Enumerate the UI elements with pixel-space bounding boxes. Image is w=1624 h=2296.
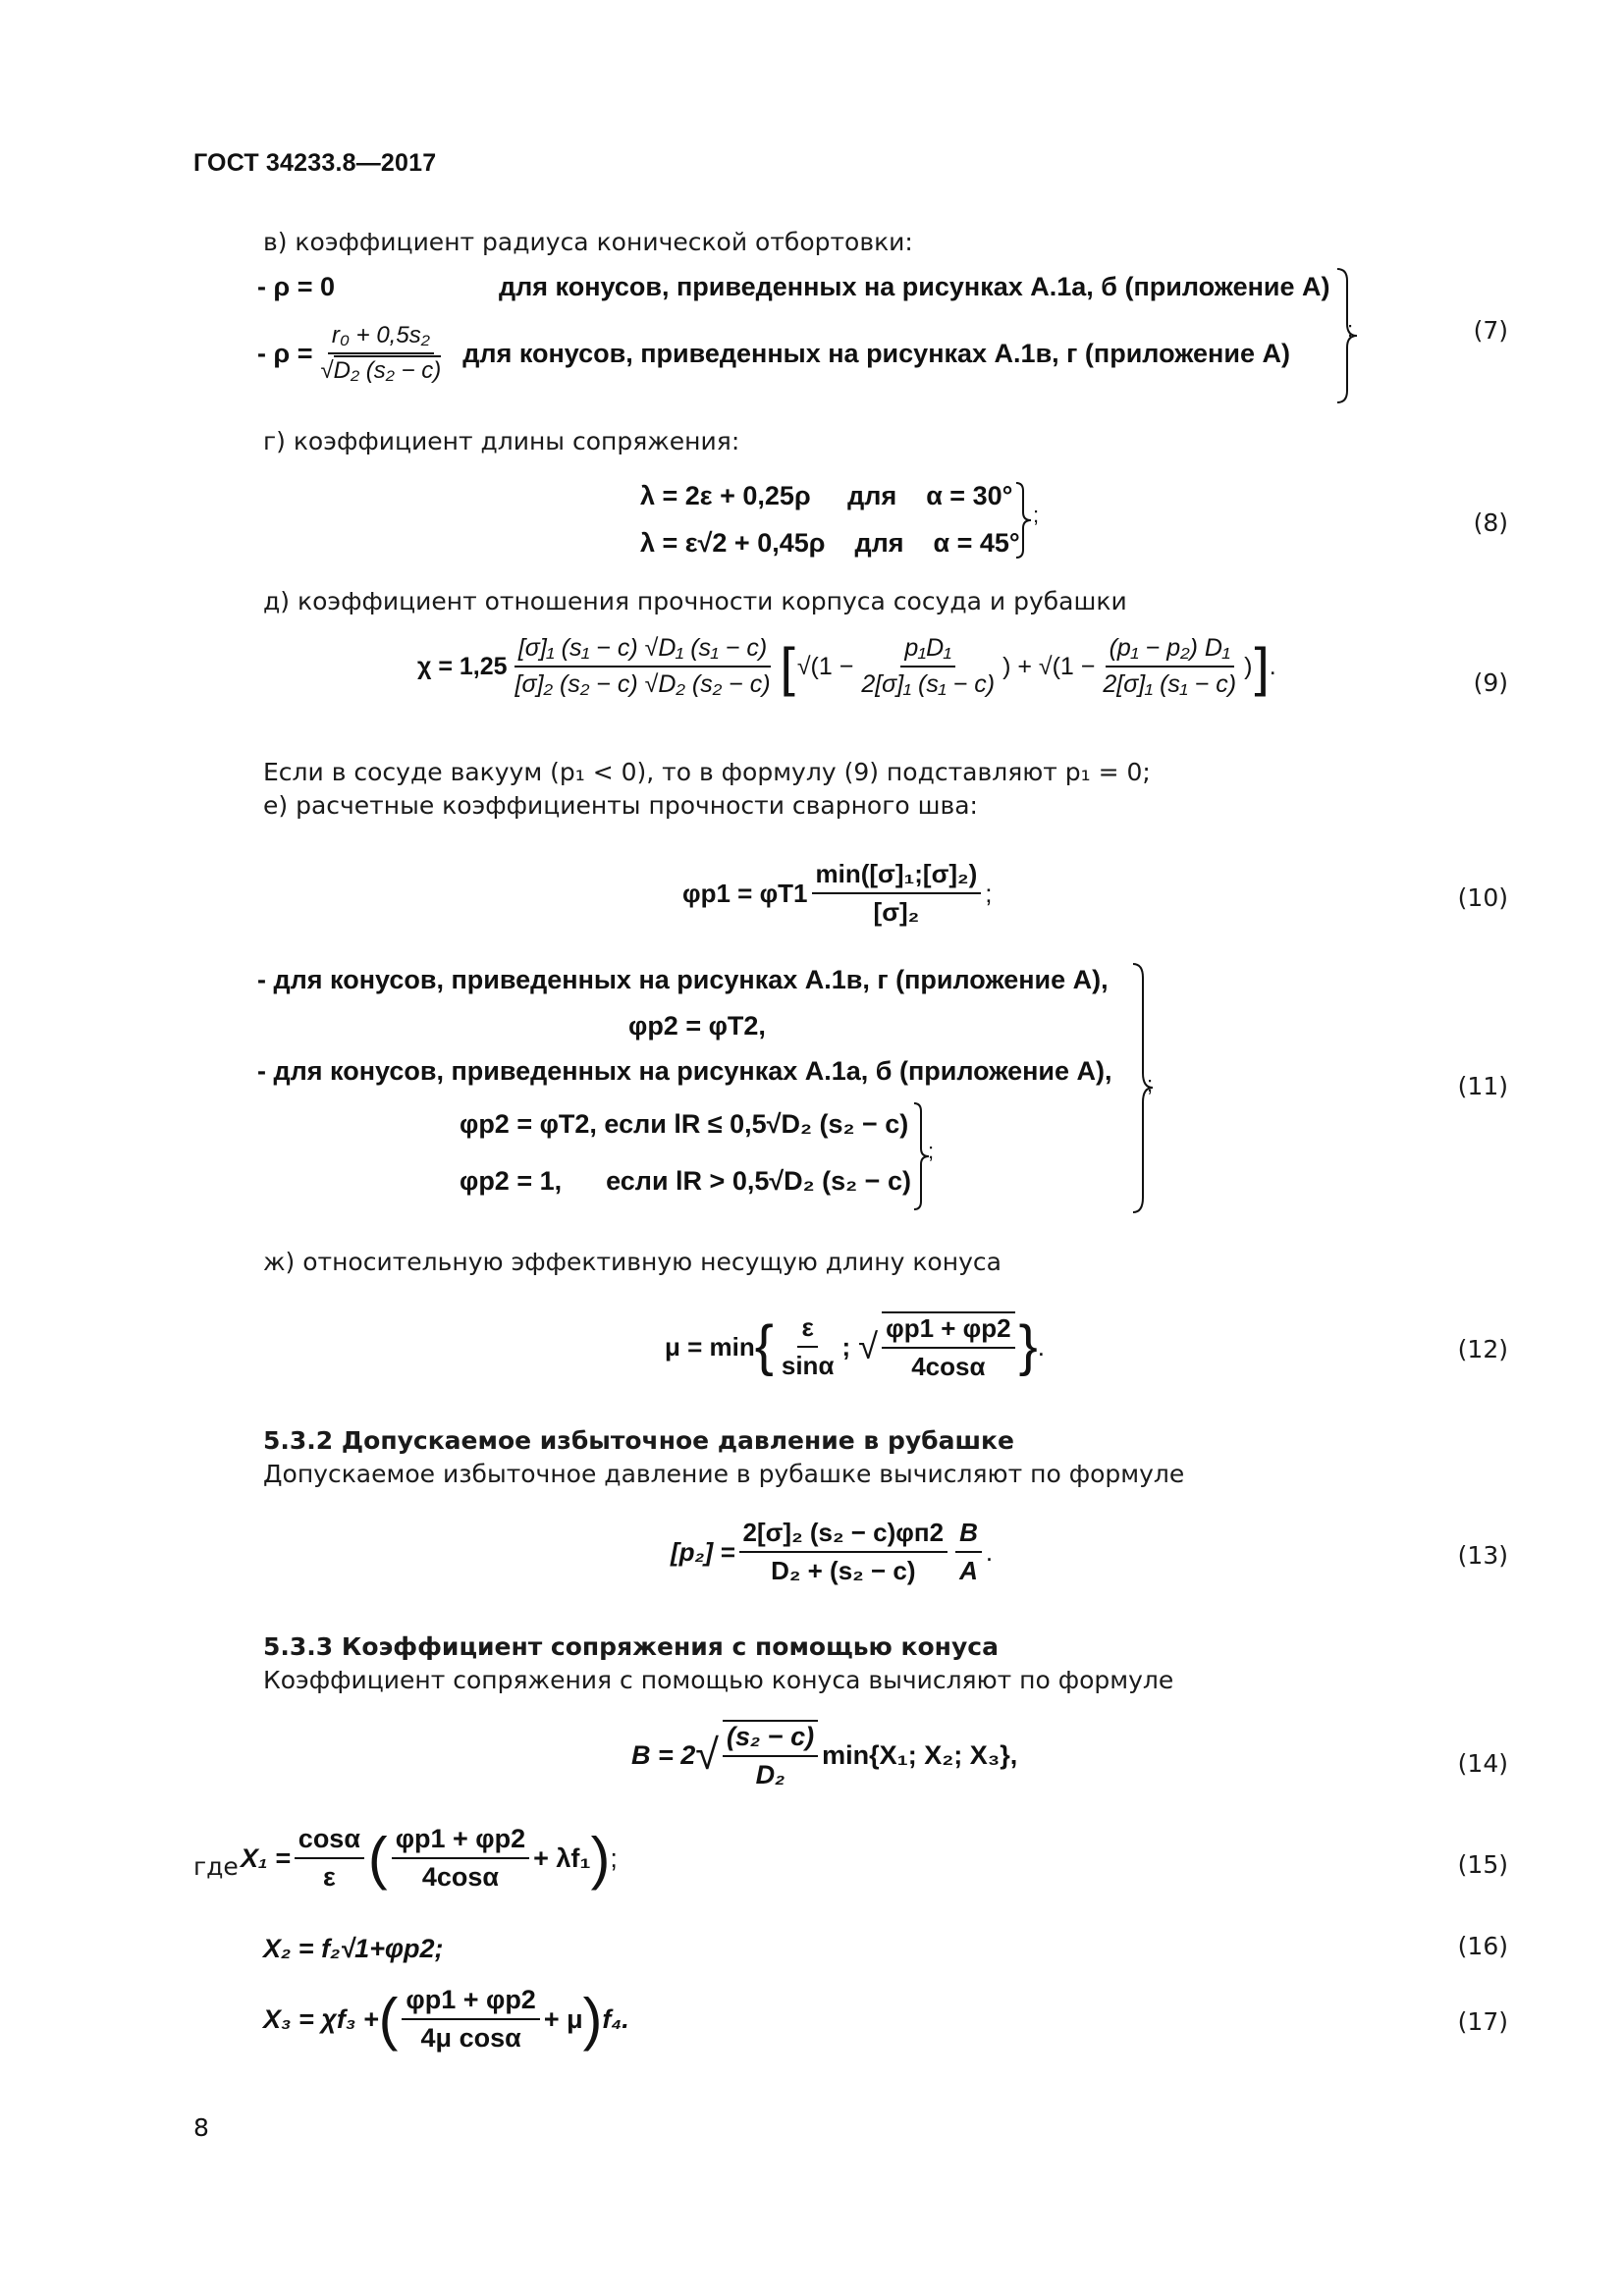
paragraph-vacuum: Если в сосуде вакуум (p₁ < 0), то в формулу (9) подставляют p₁ = 0;	[263, 758, 1151, 786]
eq10-semicolon: ;	[985, 878, 993, 908]
eq13-ratio-den: A	[959, 1556, 978, 1585]
eq15-number: (15)	[1457, 1850, 1508, 1879]
eq10-denominator: [σ]₂	[873, 897, 920, 927]
eq12-fraction2-den: 4cosα	[911, 1352, 986, 1381]
eq8-line1: λ = 2ε + 0,25ρ для α = 30°	[640, 481, 1013, 510]
eq13-numerator: 2[σ]₂ (s₂ − c)φп2	[739, 1518, 948, 1553]
eq9-period: .	[1269, 652, 1276, 680]
eq15-right-paren: )	[590, 1825, 611, 1892]
eq17-after: f₄.	[602, 2003, 629, 2034]
eq12-fraction2-num: φp1 + φp2	[882, 1313, 1015, 1349]
eq14-formula	[631, 1720, 1017, 1790]
eq12-fraction1-num: ε	[797, 1312, 817, 1348]
eq9-numerator: [σ]₁ (s₁ − c) √D₁ (s₁ − c)	[514, 634, 771, 667]
eq13-denominator: D₂ + (s₂ − c)	[771, 1556, 916, 1585]
eq12-sqrt-sign: √	[858, 1326, 879, 1366]
eq9-fraction1-num: p₁D₁	[900, 634, 955, 667]
eq7-numerator: r₀ + 0,5s₂	[328, 322, 434, 354]
eq14-numerator: (s₂ − c)	[723, 1722, 818, 1757]
eq15-fraction2-num: φp1 + φp2	[392, 1824, 529, 1859]
eq10-number: (10)	[1457, 883, 1508, 912]
eq11-line2: φp2 = φT2,	[628, 1011, 766, 1041]
eq9-plus: ) + √(1 −	[1002, 652, 1096, 680]
eq15-fraction2	[392, 1824, 529, 1893]
eq9-left-bracket: [	[780, 635, 795, 697]
eq11-line4: φp2 = φT2, если lR ≤ 0,5√D₂ (s₂ − c)	[460, 1109, 909, 1139]
eq9-denominator: [σ]₂ (s₂ − c) √D₂ (s₂ − c)	[514, 670, 771, 698]
eq13-period: .	[985, 1536, 994, 1567]
eq11-line3: - для конусов, приведенных на рисунках А.1а, б (приложение А),	[257, 1056, 1112, 1086]
paragraph-d: д) коэффициент отношения прочности корпуса сосуда и рубашки	[263, 587, 1127, 615]
eq15-fraction1	[295, 1824, 364, 1893]
eq7-line2	[257, 322, 1290, 385]
eq12-separator: ;	[841, 1331, 851, 1362]
eq12-formula	[665, 1311, 1045, 1382]
eq17-denominator: 4μ cosα	[420, 2023, 521, 2053]
eq9-lhs: χ = 1,25	[417, 652, 508, 680]
eq11-number: (11)	[1457, 1072, 1508, 1100]
eq12-lhs: μ = min	[665, 1331, 755, 1362]
eq12-right-brace: }	[1018, 1314, 1038, 1378]
word-gde: где	[193, 1852, 239, 1881]
eq13-lhs: [p₂] =	[671, 1536, 735, 1567]
eq9-fraction1	[857, 634, 999, 699]
eq7-line2-text: для конусов, приведенных на рисунках А.1в, г (приложение А)	[462, 338, 1290, 368]
eq9-fraction1-den: 2[σ]₁ (s₁ − c)	[861, 670, 996, 698]
eq7-line1-text: для конусов, приведенных на рисунках А.1а, б (приложение А)	[499, 272, 1330, 301]
paragraph-zh: ж) относительную эффективную несущую длину конуса	[263, 1248, 1001, 1276]
eq9-number: (9)	[1473, 668, 1508, 697]
eq7-line2-lhs: - ρ =	[257, 338, 313, 368]
eq10-lhs: φp1 = φT1	[682, 878, 808, 908]
eq9-fraction2-num: (p₁ − p₂) D₁	[1106, 634, 1234, 667]
eq10-fraction	[812, 859, 982, 928]
eq10-numerator: min([σ]₁;[σ]₂)	[812, 859, 982, 894]
eq11-outer-brace	[1129, 962, 1159, 1215]
eq11-line1: - для конусов, приведенных на рисунках А.1в, г (приложение А),	[257, 965, 1109, 994]
eq9-sqrt1: √(1 −	[796, 652, 854, 680]
paragraph-v: в) коэффициент радиуса конической отбортовки:	[263, 228, 913, 256]
eq16-formula: X₂ = f₂√1+φp2;	[263, 1934, 444, 1963]
eq11-inner-semicolon: ;	[928, 1139, 935, 1163]
eq14-rhs: min{X₁; X₂; X₃},	[822, 1739, 1018, 1770]
eq15-fraction1-den: ε	[322, 1862, 336, 1892]
eq11-line5: φp2 = 1, если lR > 0,5√D₂ (s₂ − c)	[460, 1166, 911, 1196]
eq12-fraction1	[778, 1312, 839, 1381]
eq15-semicolon: ;	[610, 1842, 618, 1873]
eq12-fraction1-den: sinα	[781, 1351, 835, 1380]
eq17-right-paren: )	[582, 1986, 603, 2053]
paragraph-e: е) расчетные коэффициенты прочности сварного шва:	[263, 791, 978, 820]
eq9-close-paren: )	[1244, 652, 1253, 680]
eq13-formula	[671, 1518, 993, 1586]
eq7-denominator: √D₂ (s₂ − c)	[320, 357, 442, 384]
page-header-title: ГОСТ 34233.8—2017	[193, 149, 437, 177]
eq11-outer-semicolon: ;	[1147, 1072, 1154, 1096]
eq14-number: (14)	[1457, 1749, 1508, 1778]
eq17-fraction	[402, 1985, 539, 2054]
paragraph-g: г) коэффициент длины сопряжения:	[263, 427, 740, 455]
eq9-formula	[417, 634, 1276, 699]
eq9-fraction2	[1099, 634, 1240, 699]
eq12-number: (12)	[1457, 1335, 1508, 1363]
section-5-3-2-title: 5.3.2 Допускаемое избыточное давление в рубашке	[263, 1426, 1014, 1455]
eq13-number: (13)	[1457, 1541, 1508, 1570]
eq7-number: (7)	[1473, 316, 1508, 345]
eq17-left-paren: (	[378, 1986, 399, 2053]
eq15-lhs: X₁ =	[241, 1842, 291, 1873]
eq7-semicolon: ;	[1347, 317, 1354, 342]
eq12-period: .	[1037, 1331, 1045, 1362]
eq15-fraction2-den: 4cosα	[421, 1862, 499, 1892]
eq15-tail: + λf₁	[533, 1842, 591, 1873]
eq17-tail: + μ	[543, 2003, 583, 2034]
eq17-lhs: X₃ = χf₃ +	[263, 2003, 379, 2034]
section-5-3-2-text: Допускаемое избыточное давление в рубашке вычисляют по формуле	[263, 1460, 1185, 1488]
eq14-denominator: D₂	[755, 1760, 785, 1789]
eq7-denominator-text: D₂ (s₂ − c)	[333, 357, 442, 384]
eq7-line1-lhs: - ρ = 0	[257, 272, 335, 301]
eq12-left-brace: {	[754, 1314, 774, 1378]
eq7-fraction	[316, 322, 445, 385]
eq10-formula	[682, 859, 992, 928]
eq17-number: (17)	[1457, 2007, 1508, 2036]
eq9-right-bracket: ]	[1254, 635, 1270, 697]
eq15-fraction1-num: cosα	[295, 1824, 364, 1859]
eq15-left-paren: (	[367, 1825, 388, 1892]
eq17-formula	[263, 1985, 629, 2054]
eq15-formula	[241, 1824, 618, 1893]
section-5-3-3-text: Коэффициент сопряжения с помощью конуса вычисляют по формуле	[263, 1666, 1174, 1694]
eq14-lhs: B = 2	[631, 1739, 696, 1770]
eq12-fraction2	[882, 1311, 1015, 1382]
eq14-sqrt-sign: √	[695, 1731, 719, 1779]
eq8-number: (8)	[1473, 508, 1508, 537]
eq17-numerator: φp1 + φp2	[402, 1985, 539, 2020]
eq13-fraction	[739, 1518, 948, 1586]
eq9-main-fraction	[512, 634, 775, 699]
page-number: 8	[193, 2113, 209, 2142]
eq8-line2: λ = ε√2 + 0,45ρ для α = 45°	[640, 528, 1020, 558]
eq9-fraction2-den: 2[σ]₁ (s₁ − c)	[1103, 670, 1237, 698]
section-5-3-3-title: 5.3.3 Коэффициент сопряжения с помощью конуса	[263, 1632, 999, 1661]
eq16-number: (16)	[1457, 1932, 1508, 1960]
eq8-semicolon: ;	[1033, 503, 1040, 527]
eq13-ratio	[955, 1518, 982, 1586]
eq13-ratio-num: B	[955, 1518, 982, 1553]
eq14-fraction	[723, 1720, 818, 1790]
